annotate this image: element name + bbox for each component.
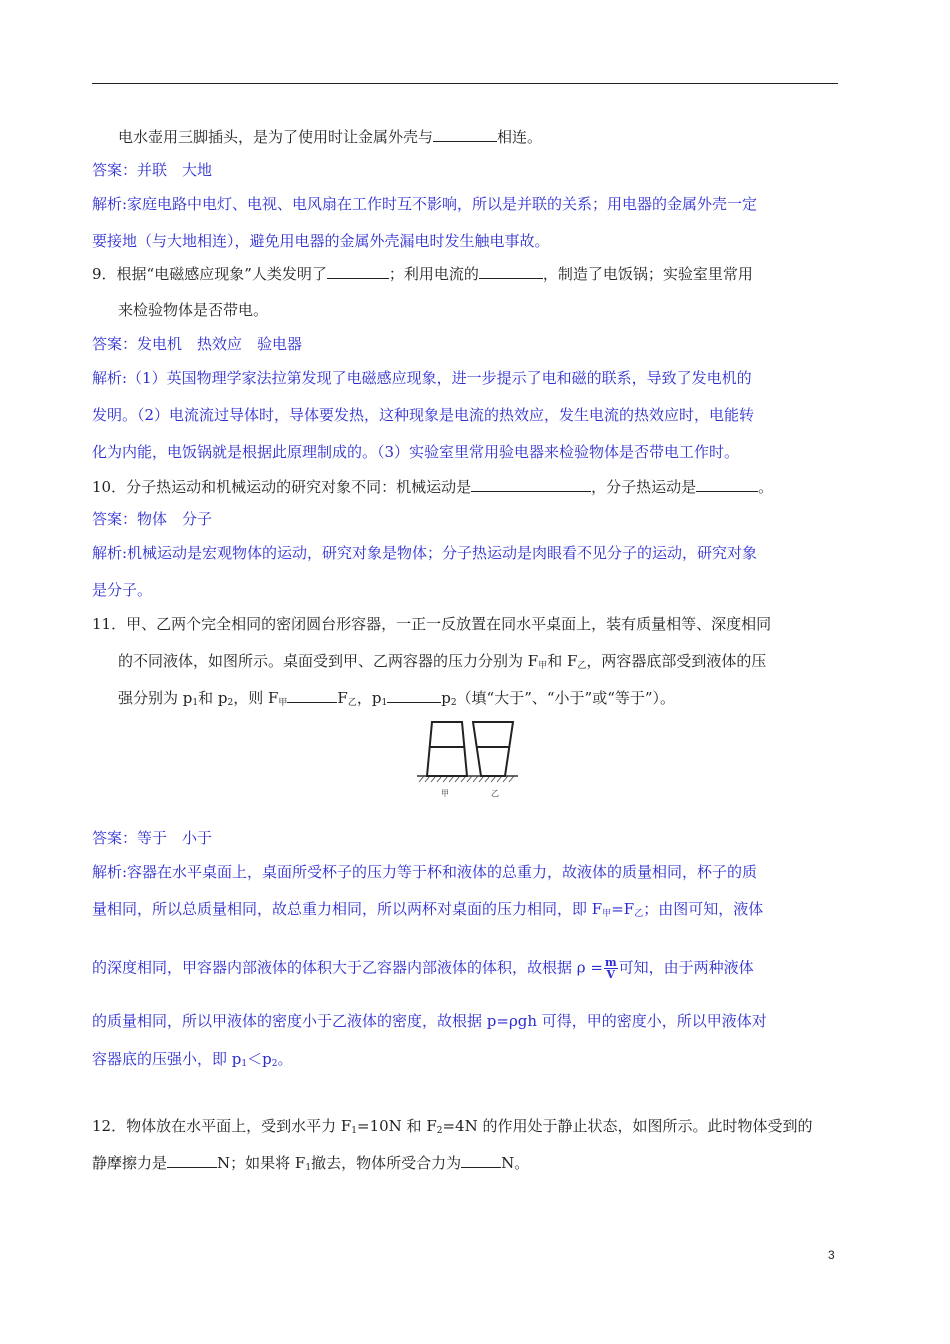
page-number: 3 [828, 1248, 835, 1262]
question-11-line2: 的不同液体，如图所示。桌面受到甲、乙两容器的压力分别为 $F_甲$和 $F_乙$，两容器底部受到液体的压 [118, 652, 767, 671]
containers-figure [415, 718, 520, 800]
answer-blank[interactable] [167, 1153, 217, 1168]
explanation-10-line2: 是分子。 [92, 581, 153, 599]
question-11-line1: 11．甲、乙两个完全相同的密闭圆台形容器，一正一反放置在同水平桌面上，装有质量相等、深度相同 [92, 615, 772, 633]
answer-10: 答案：物体 分子 [92, 510, 213, 528]
answer-9: 答案：发电机 热效应 验电器 [92, 335, 303, 353]
header-rule [92, 83, 838, 84]
answer-blank[interactable] [696, 477, 758, 492]
question-9-line1: 9．根据“电磁感应现象”人类发明了 ；利用电流的 ，制造了电饭锅；实验室里常用 [92, 265, 753, 283]
explanation-11-line5: 容器底的压强小，即 $p_1<p_2$。 [92, 1050, 293, 1069]
explanation-8-line2: 要接地（与大地相连），避免用电器的金属外壳漏电时发生触电事故。 [92, 232, 550, 250]
label-yi: 乙 [491, 789, 499, 798]
explanation-11-line2: 量相同，所以总质量相同，故总重力相同，所以两杯对桌面的压力相同，即 $F_甲=F_乙$；由图可知，液体 [92, 900, 764, 919]
answer-blank[interactable] [387, 688, 441, 703]
label-jia: 甲 [441, 789, 449, 798]
answer-blank[interactable] [471, 477, 591, 492]
answer-8: 答案：并联 大地 [92, 161, 213, 179]
explanation-8-line1: 解析:家庭电路中电灯、电视、电风扇在工作时互不影响，所以是并联的关系；用电器的金属外壳一定 [92, 195, 758, 213]
container-jia [427, 722, 467, 776]
answer-blank[interactable] [327, 264, 389, 279]
answer-blank[interactable] [287, 688, 337, 703]
question-11-line3: 强分别为 $p_1$和 $p_2$，则 $F_甲$ $F_乙$，$p_1$ $p_2$（填“大于”、“小于”或“等于”）。 [118, 689, 676, 708]
container-yi [473, 722, 513, 776]
answer-blank[interactable] [433, 127, 497, 142]
explanation-9-line2: 发明。（2）电流流过导体时，导体要发热，这种现象是电流的热效应，发生电流的热效应时，电能转 [92, 406, 755, 424]
explanation-11-line4: 的质量相同，所以甲液体的密度小于乙液体的密度，故根据 p=ρgh 可得，甲的密度小，所以甲液体对 [92, 1012, 767, 1030]
question-12-line1: 12．物体放在水平面上，受到水平力 $F_1=10N$ 和 $F_2=4N$ 的作用处于静止状态，如图所示。此时物体受到的 [92, 1117, 813, 1136]
explanation-11-line3: 的深度相同，甲容器内部液体的体积大于乙容器内部液体的体积，故根据 ρ = $\frac{m}{V}$ 可知，由于两种液体 [92, 956, 754, 981]
explanation-9-line3: 化为内能，电饭锅就是根据此原理制成的。（3）实验室里常用验电器来检验物体是否带电工作时。 [92, 443, 740, 461]
answer-11: 答案：等于 小于 [92, 829, 213, 847]
density-fraction: $\frac{m}{V}$ [604, 956, 617, 981]
explanation-11-line1: 解析:容器在水平桌面上，桌面所受杯子的压力等于杯和液体的总重力，故液体的质量相同，杯子的质 [92, 863, 758, 881]
answer-blank[interactable] [479, 264, 543, 279]
explanation-9-line1: 解析:（1）英国物理学家法拉第发现了电磁感应现象，进一步提示了电和磁的联系，导致了发电机的 [92, 369, 752, 387]
question-10: 10．分子热运动和机械运动的研究对象不同：机械运动是 ，分子热运动是 。 [92, 478, 774, 496]
question-9-line2: 来检验物体是否带电。 [118, 301, 269, 319]
explanation-10-line1: 解析:机械运动是宏观物体的运动，研究对象是物体；分子热运动是肉眼看不见分子的运动，研究对象 [92, 544, 758, 562]
q8-continuation: 电水壶用三脚插头，是为了使用时让金属外壳与 相连。 [118, 128, 543, 146]
answer-blank[interactable] [461, 1153, 501, 1168]
question-12-line2: 静摩擦力是 N；如果将 $F_1$撤去，物体所受合力为 N。 [92, 1154, 530, 1173]
